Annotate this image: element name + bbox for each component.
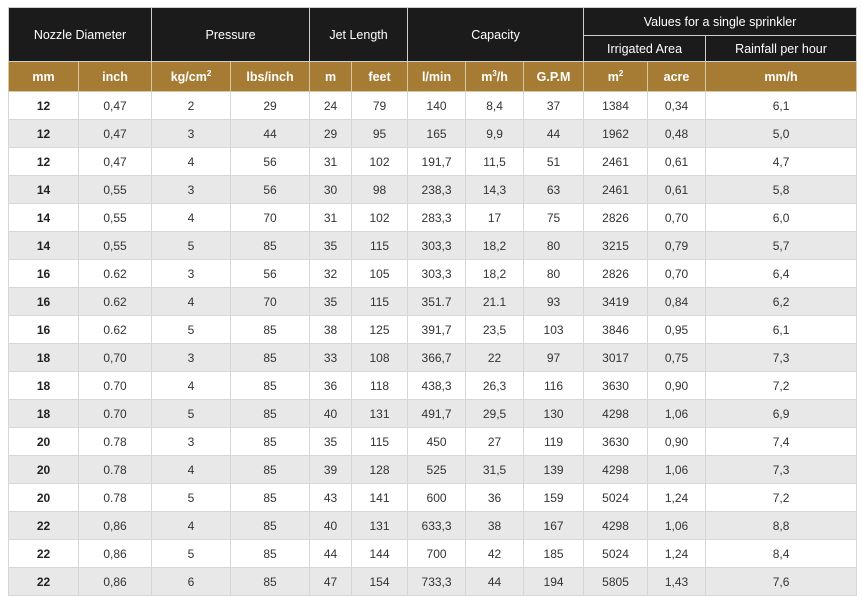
table-row	[9, 568, 857, 596]
cell-area-acre: 1,43	[648, 568, 706, 596]
cell-pressure-lbsinch: 85	[231, 568, 310, 596]
cell-jet-feet: 102	[352, 148, 408, 176]
unit-inch: inch	[79, 62, 152, 92]
cell-area-m2: 3846	[584, 316, 648, 344]
cell-area-acre: 0,48	[648, 120, 706, 148]
cell-area-acre: 0,70	[648, 204, 706, 232]
table-row	[9, 232, 857, 260]
cell-inch: 0.62	[79, 288, 152, 316]
cell-pressure-kgcm2: 3	[152, 176, 231, 204]
unit-m3h	[466, 62, 524, 92]
cell-pressure-lbsinch: 56	[231, 260, 310, 288]
cell-capacity-m3h: 31,5	[466, 456, 524, 484]
cell-inch: 0,47	[79, 92, 152, 120]
cell-capacity-lmin: 733,3	[408, 568, 466, 596]
cell-pressure-kgcm2: 5	[152, 400, 231, 428]
unit-gpm: G.P.M	[524, 62, 584, 92]
cell-capacity-m3h: 21.1	[466, 288, 524, 316]
cell-area-acre: 0,90	[648, 428, 706, 456]
cell-capacity-gpm: 93	[524, 288, 584, 316]
cell-rainfall-mmh: 7,6	[706, 568, 857, 596]
table-row	[9, 260, 857, 288]
cell-capacity-m3h: 22	[466, 344, 524, 372]
unit-acre: acre	[648, 62, 706, 92]
cell-capacity-gpm: 167	[524, 512, 584, 540]
cell-jet-feet: 98	[352, 176, 408, 204]
cell-capacity-m3h: 36	[466, 484, 524, 512]
header-capacity: Capacity	[408, 8, 584, 62]
cell-inch: 0,55	[79, 204, 152, 232]
cell-rainfall-mmh: 5,8	[706, 176, 857, 204]
cell-pressure-lbsinch: 85	[231, 512, 310, 540]
cell-inch: 0,86	[79, 568, 152, 596]
cell-inch: 0,86	[79, 512, 152, 540]
cell-jet-m: 35	[310, 232, 352, 260]
cell-capacity-gpm: 185	[524, 540, 584, 568]
cell-pressure-lbsinch: 85	[231, 484, 310, 512]
table-row	[9, 344, 857, 372]
cell-pressure-kgcm2: 3	[152, 344, 231, 372]
cell-inch: 0.78	[79, 456, 152, 484]
cell-pressure-kgcm2: 4	[152, 372, 231, 400]
cell-rainfall-mmh: 6,9	[706, 400, 857, 428]
cell-pressure-lbsinch: 85	[231, 456, 310, 484]
unit-m2-sup: 2	[618, 68, 624, 78]
cell-pressure-kgcm2: 5	[152, 316, 231, 344]
cell-pressure-kgcm2: 5	[152, 484, 231, 512]
cell-mm: 12	[9, 148, 79, 176]
cell-jet-m: 35	[310, 428, 352, 456]
cell-area-acre: 1,24	[648, 484, 706, 512]
cell-area-acre: 0,34	[648, 92, 706, 120]
cell-capacity-gpm: 103	[524, 316, 584, 344]
cell-capacity-lmin: 633,3	[408, 512, 466, 540]
cell-area-m2: 4298	[584, 456, 648, 484]
unit-m2	[584, 62, 648, 92]
cell-capacity-lmin: 450	[408, 428, 466, 456]
table-row	[9, 316, 857, 344]
header-rainfall: Rainfall per hour	[706, 36, 857, 62]
unit-kgcm-text: kg/cm	[170, 69, 207, 84]
cell-capacity-m3h: 44	[466, 568, 524, 596]
cell-inch: 0,47	[79, 120, 152, 148]
cell-area-acre: 0,61	[648, 148, 706, 176]
unit-mm: mm	[9, 62, 79, 92]
cell-mm: 14	[9, 176, 79, 204]
cell-jet-feet: 154	[352, 568, 408, 596]
cell-rainfall-mmh: 7,3	[706, 456, 857, 484]
cell-inch: 0.78	[79, 484, 152, 512]
cell-pressure-kgcm2: 4	[152, 512, 231, 540]
cell-area-m2: 3630	[584, 372, 648, 400]
cell-capacity-m3h: 11,5	[466, 148, 524, 176]
cell-area-m2: 1384	[584, 92, 648, 120]
cell-area-acre: 0,90	[648, 372, 706, 400]
cell-jet-feet: 105	[352, 260, 408, 288]
cell-area-m2: 5024	[584, 540, 648, 568]
cell-capacity-m3h: 9,9	[466, 120, 524, 148]
cell-area-m2: 3215	[584, 232, 648, 260]
cell-area-m2: 3419	[584, 288, 648, 316]
cell-mm: 14	[9, 204, 79, 232]
unit-feet: feet	[352, 62, 408, 92]
cell-jet-feet: 79	[352, 92, 408, 120]
cell-jet-m: 43	[310, 484, 352, 512]
unit-m3h-text: m	[481, 69, 493, 84]
cell-jet-m: 31	[310, 204, 352, 232]
cell-pressure-kgcm2: 5	[152, 540, 231, 568]
cell-jet-m: 40	[310, 400, 352, 428]
cell-jet-m: 31	[310, 148, 352, 176]
cell-mm: 18	[9, 372, 79, 400]
cell-jet-m: 40	[310, 512, 352, 540]
cell-rainfall-mmh: 5,7	[706, 232, 857, 260]
cell-capacity-m3h: 18,2	[466, 232, 524, 260]
cell-mm: 20	[9, 484, 79, 512]
cell-rainfall-mmh: 6,1	[706, 92, 857, 120]
unit-m3h-sup: 3	[492, 68, 497, 78]
cell-mm: 20	[9, 428, 79, 456]
cell-capacity-gpm: 63	[524, 176, 584, 204]
cell-capacity-gpm: 194	[524, 568, 584, 596]
cell-capacity-gpm: 80	[524, 232, 584, 260]
cell-capacity-m3h: 8,4	[466, 92, 524, 120]
cell-capacity-lmin: 600	[408, 484, 466, 512]
group-header-row	[9, 8, 857, 36]
cell-inch: 0,86	[79, 540, 152, 568]
cell-jet-feet: 125	[352, 316, 408, 344]
table-row	[9, 120, 857, 148]
table-row	[9, 288, 857, 316]
unit-lbsinch: lbs/inch	[231, 62, 310, 92]
cell-capacity-lmin: 391,7	[408, 316, 466, 344]
unit-m3h-tail: /h	[496, 69, 508, 84]
cell-pressure-kgcm2: 3	[152, 260, 231, 288]
cell-mm: 22	[9, 540, 79, 568]
cell-pressure-kgcm2: 5	[152, 232, 231, 260]
cell-inch: 0.70	[79, 372, 152, 400]
cell-rainfall-mmh: 4,7	[706, 148, 857, 176]
cell-jet-m: 39	[310, 456, 352, 484]
cell-capacity-m3h: 26,3	[466, 372, 524, 400]
cell-mm: 12	[9, 92, 79, 120]
table-row	[9, 428, 857, 456]
cell-mm: 20	[9, 456, 79, 484]
cell-inch: 0.70	[79, 400, 152, 428]
cell-capacity-lmin: 438,3	[408, 372, 466, 400]
cell-jet-feet: 115	[352, 232, 408, 260]
cell-area-acre: 1,24	[648, 540, 706, 568]
cell-jet-feet: 118	[352, 372, 408, 400]
cell-capacity-gpm: 159	[524, 484, 584, 512]
cell-area-acre: 0,70	[648, 260, 706, 288]
table-row	[9, 484, 857, 512]
table-body	[9, 92, 857, 596]
table-row	[9, 456, 857, 484]
header-pressure: Pressure	[152, 8, 310, 62]
cell-area-acre: 1,06	[648, 512, 706, 540]
table-row	[9, 176, 857, 204]
cell-jet-feet: 102	[352, 204, 408, 232]
cell-mm: 22	[9, 512, 79, 540]
cell-pressure-lbsinch: 56	[231, 148, 310, 176]
cell-capacity-lmin: 491,7	[408, 400, 466, 428]
cell-area-m2: 3017	[584, 344, 648, 372]
cell-capacity-m3h: 18,2	[466, 260, 524, 288]
cell-jet-m: 32	[310, 260, 352, 288]
cell-area-m2: 2826	[584, 260, 648, 288]
cell-capacity-lmin: 303,3	[408, 260, 466, 288]
cell-jet-feet: 144	[352, 540, 408, 568]
header-single-sprinkler: Values for a single sprinkler	[584, 8, 857, 36]
cell-mm: 22	[9, 568, 79, 596]
cell-inch: 0.62	[79, 260, 152, 288]
cell-capacity-lmin: 165	[408, 120, 466, 148]
header-jet-length: Jet Length	[310, 8, 408, 62]
unit-lmin: l/min	[408, 62, 466, 92]
cell-capacity-gpm: 75	[524, 204, 584, 232]
cell-jet-feet: 131	[352, 400, 408, 428]
cell-pressure-lbsinch: 85	[231, 232, 310, 260]
cell-capacity-m3h: 42	[466, 540, 524, 568]
cell-rainfall-mmh: 7,2	[706, 484, 857, 512]
cell-rainfall-mmh: 8,4	[706, 540, 857, 568]
cell-mm: 18	[9, 344, 79, 372]
cell-jet-feet: 115	[352, 428, 408, 456]
cell-area-m2: 4298	[584, 512, 648, 540]
cell-pressure-kgcm2: 3	[152, 120, 231, 148]
cell-area-acre: 0,61	[648, 176, 706, 204]
cell-capacity-m3h: 38	[466, 512, 524, 540]
cell-rainfall-mmh: 6,0	[706, 204, 857, 232]
cell-pressure-lbsinch: 44	[231, 120, 310, 148]
cell-jet-m: 35	[310, 288, 352, 316]
cell-pressure-lbsinch: 85	[231, 372, 310, 400]
cell-jet-m: 38	[310, 316, 352, 344]
cell-jet-feet: 95	[352, 120, 408, 148]
unit-m: m	[310, 62, 352, 92]
cell-jet-m: 36	[310, 372, 352, 400]
cell-capacity-lmin: 140	[408, 92, 466, 120]
cell-area-acre: 1,06	[648, 456, 706, 484]
cell-capacity-lmin: 525	[408, 456, 466, 484]
cell-capacity-gpm: 80	[524, 260, 584, 288]
cell-rainfall-mmh: 5,0	[706, 120, 857, 148]
cell-capacity-lmin: 351.7	[408, 288, 466, 316]
cell-capacity-gpm: 116	[524, 372, 584, 400]
cell-mm: 18	[9, 400, 79, 428]
cell-capacity-gpm: 139	[524, 456, 584, 484]
cell-capacity-m3h: 23,5	[466, 316, 524, 344]
table-row	[9, 92, 857, 120]
cell-jet-feet: 115	[352, 288, 408, 316]
sprinkler-table-container	[8, 7, 856, 596]
table-row	[9, 372, 857, 400]
cell-area-acre: 0,79	[648, 232, 706, 260]
cell-pressure-kgcm2: 6	[152, 568, 231, 596]
cell-pressure-lbsinch: 85	[231, 316, 310, 344]
cell-rainfall-mmh: 6,4	[706, 260, 857, 288]
cell-inch: 0,47	[79, 148, 152, 176]
cell-mm: 16	[9, 316, 79, 344]
cell-jet-m: 30	[310, 176, 352, 204]
cell-area-m2: 1962	[584, 120, 648, 148]
cell-pressure-lbsinch: 56	[231, 176, 310, 204]
table-row	[9, 400, 857, 428]
cell-capacity-lmin: 700	[408, 540, 466, 568]
cell-capacity-lmin: 238,3	[408, 176, 466, 204]
cell-area-m2: 5024	[584, 484, 648, 512]
cell-area-acre: 0,84	[648, 288, 706, 316]
cell-jet-m: 24	[310, 92, 352, 120]
unit-header-row	[9, 62, 857, 92]
cell-inch: 0.62	[79, 316, 152, 344]
cell-rainfall-mmh: 7,4	[706, 428, 857, 456]
cell-capacity-lmin: 283,3	[408, 204, 466, 232]
cell-area-acre: 1,06	[648, 400, 706, 428]
cell-inch: 0.78	[79, 428, 152, 456]
cell-jet-feet: 131	[352, 512, 408, 540]
cell-jet-m: 47	[310, 568, 352, 596]
cell-pressure-kgcm2: 4	[152, 288, 231, 316]
cell-rainfall-mmh: 6,2	[706, 288, 857, 316]
cell-area-acre: 0,95	[648, 316, 706, 344]
cell-pressure-kgcm2: 4	[152, 204, 231, 232]
cell-jet-m: 44	[310, 540, 352, 568]
cell-mm: 12	[9, 120, 79, 148]
cell-jet-m: 29	[310, 120, 352, 148]
cell-jet-feet: 108	[352, 344, 408, 372]
cell-area-m2: 5805	[584, 568, 648, 596]
cell-mm: 16	[9, 288, 79, 316]
cell-capacity-lmin: 366,7	[408, 344, 466, 372]
cell-capacity-gpm: 97	[524, 344, 584, 372]
cell-area-acre: 0,75	[648, 344, 706, 372]
cell-pressure-lbsinch: 85	[231, 540, 310, 568]
cell-capacity-lmin: 303,3	[408, 232, 466, 260]
table-row	[9, 148, 857, 176]
cell-area-m2: 4298	[584, 400, 648, 428]
cell-area-m2: 3630	[584, 428, 648, 456]
cell-pressure-kgcm2: 4	[152, 456, 231, 484]
cell-jet-feet: 141	[352, 484, 408, 512]
cell-pressure-kgcm2: 2	[152, 92, 231, 120]
cell-capacity-gpm: 44	[524, 120, 584, 148]
cell-pressure-lbsinch: 85	[231, 400, 310, 428]
table-row	[9, 540, 857, 568]
cell-area-m2: 2461	[584, 148, 648, 176]
table-row	[9, 512, 857, 540]
cell-capacity-gpm: 51	[524, 148, 584, 176]
cell-area-m2: 2461	[584, 176, 648, 204]
unit-kgcm-sup: 2	[206, 68, 212, 78]
cell-inch: 0,55	[79, 176, 152, 204]
sprinkler-table	[8, 7, 857, 596]
cell-mm: 14	[9, 232, 79, 260]
cell-pressure-kgcm2: 3	[152, 428, 231, 456]
cell-pressure-kgcm2: 4	[152, 148, 231, 176]
unit-kgcm2	[152, 62, 231, 92]
cell-pressure-lbsinch: 70	[231, 204, 310, 232]
cell-rainfall-mmh: 8,8	[706, 512, 857, 540]
cell-jet-feet: 128	[352, 456, 408, 484]
cell-area-m2: 2826	[584, 204, 648, 232]
cell-capacity-gpm: 37	[524, 92, 584, 120]
header-irrigated-area: Irrigated Area	[584, 36, 706, 62]
cell-jet-m: 33	[310, 344, 352, 372]
cell-pressure-lbsinch: 85	[231, 428, 310, 456]
cell-mm: 16	[9, 260, 79, 288]
cell-pressure-lbsinch: 85	[231, 344, 310, 372]
cell-rainfall-mmh: 7,2	[706, 372, 857, 400]
unit-mmh: mm/h	[706, 62, 857, 92]
cell-capacity-gpm: 119	[524, 428, 584, 456]
header-nozzle-diameter: Nozzle Diameter	[9, 8, 152, 62]
cell-capacity-m3h: 17	[466, 204, 524, 232]
cell-capacity-gpm: 130	[524, 400, 584, 428]
cell-pressure-lbsinch: 29	[231, 92, 310, 120]
cell-pressure-lbsinch: 70	[231, 288, 310, 316]
cell-capacity-m3h: 29,5	[466, 400, 524, 428]
unit-m2-text: m	[607, 69, 619, 84]
cell-rainfall-mmh: 7,3	[706, 344, 857, 372]
cell-rainfall-mmh: 6,1	[706, 316, 857, 344]
cell-capacity-m3h: 14,3	[466, 176, 524, 204]
cell-capacity-m3h: 27	[466, 428, 524, 456]
cell-capacity-lmin: 191,7	[408, 148, 466, 176]
cell-inch: 0,55	[79, 232, 152, 260]
cell-inch: 0,70	[79, 344, 152, 372]
table-row	[9, 204, 857, 232]
